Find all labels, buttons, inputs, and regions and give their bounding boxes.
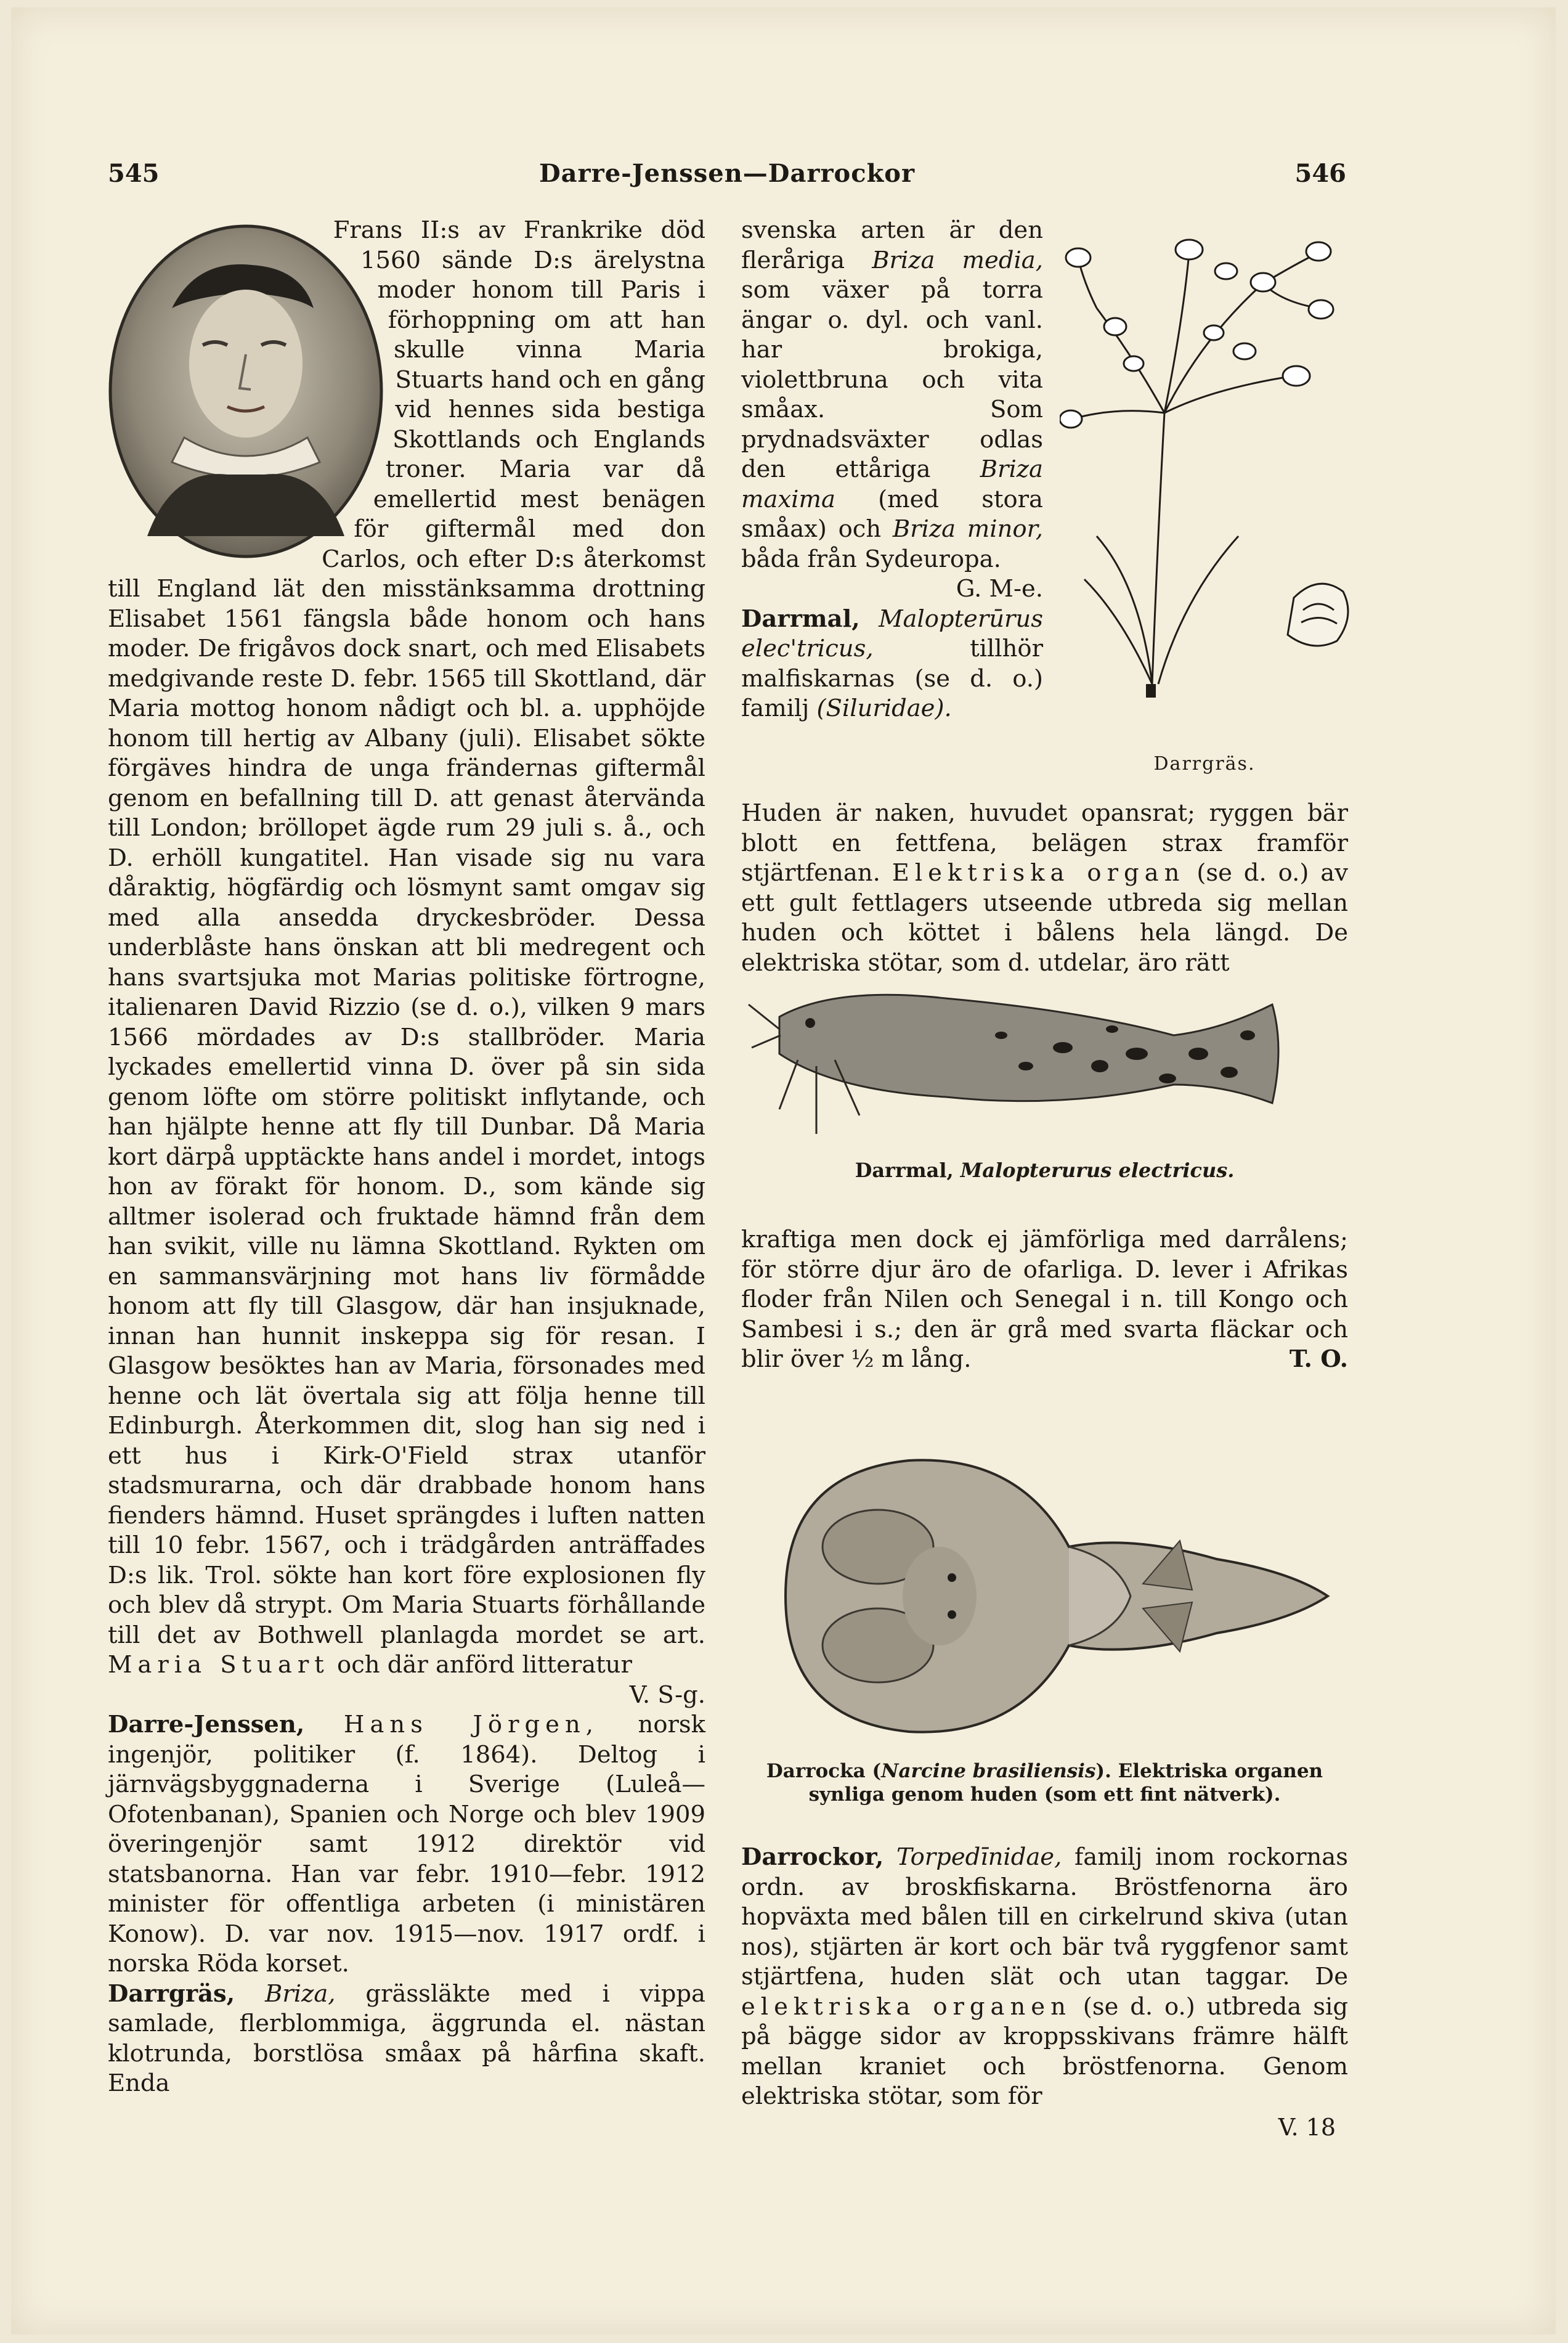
volume-footer: V. 18 bbox=[1278, 2114, 1336, 2141]
ray-illustration bbox=[749, 1436, 1340, 1756]
article-darrmal-cont: Huden är naken, huvudet opansrat; ryggen bär blott en fettfena, belägen strax framför stjärtfenan. Elektriska organ (se d. o.) av ett gult fettlagers utseende utbreda sig mellan huden och köttet i bålens hela längd. De elektriska stötar, som d. utdelar, äro rätt bbox=[741, 799, 1348, 977]
running-header bbox=[108, 159, 1346, 196]
article-darnley: Frans II:s av Frankrike död 1560 sände D:s ärelystna moder honom till Paris i förhoppning om att han skulle vinna Maria Stuarts hand och en gång vid hennes sida bestiga Skottlands och Englands troner. Maria var då emellertid mest benägen för giftermål med don Carlos, och efter D:s återkomst till England lät den misstänksamma drottning Elisabet 1561 fängsla både honom och hans moder. De frigåvos dock snart, och med Elisabets medgivande reste D. febr. 1565 till Skottland, där Maria mottog honom nådigt och bl. a. upphöjde honom till hertig av Albany (juli). Elisabet sökte förgäves hindra de unga frändernas giftermål genom en befallning till D. att genast återvända till London; bröllopet ägde rum 29 juli s. å., och D. erhöll kungatitel. Han visade sig nu vara dåraktig, högfärdig och lösmynt samt omgav sig med alla ansedda dryckesbröder. Dessa underblåste hans önskan att bli medregent och hans svartsjuka mot Marias politiske förtrogne, italienaren David Rizzio (se d. o.), vilken 9 mars 1566 mördades av D:s stallbröder. Maria lyckades emellertid vinna D. över på sin sida genom löfte om större politiskt inflytande, och han hjälpte henne att fly till Dunbar. Då Maria kort därpå upptäckte hans andel i mordet, intogs hon av förakt för honom. D., som kände sig alltmer isolerad och fruktade hämnd från dem han svikit, ville nu lämna Skottland. Rykten om en sammansvärjning mot hans liv förmådde honom att fly till Glasgow, där han insjuknade, innan han hunnit inskeppa sig för resan. I Glasgow besöktes han av Maria, försonades med henne och lät övertala sig att följa henne till Edinburgh. Återkommen dit, slog han sig ned i ett hus i Kirk-O'Field strax utanför stadsmurarna, och där drabbade honom hans fienders hämnd. Huset sprängdes i luften natten till 10 febr. 1567, och i trädgården anträffades D:s lik. Trol. sökte han kort före explosionen fly och blev då strypt. Om Maria Stuarts förhållande till det av Bothwell planlagda mordet se art. Maria Stuart och där anförd litteratur V. S-g. bbox=[108, 216, 705, 1681]
portrait-image bbox=[104, 216, 388, 561]
right-column-bottom bbox=[741, 1843, 1348, 2112]
author-signature: V. S-g. bbox=[629, 1681, 705, 1709]
right-column-low bbox=[741, 1225, 1348, 1375]
author-signature: T. O. bbox=[1289, 1345, 1348, 1373]
grass-illustration bbox=[1060, 216, 1349, 789]
page-title: Darre-Jenssen—Darrockor bbox=[538, 159, 916, 188]
article-darrmal-end: kraftiga men dock ej jämförliga med darrålens; för större djur äro de ofarliga. D. lever i Afrikas floder från Nilen och Senegal i n. till Kongo och Sambesi i s.; den är grå med svarta fläckar och blir över ½ m lång. T. O. bbox=[741, 1225, 1348, 1375]
figure-caption-grass: Darrgräs. bbox=[1153, 753, 1256, 775]
figure-caption-catfish: Darrmal, Malopterurus electricus. bbox=[855, 1159, 1235, 1182]
article-darrmal: Darrmal, Malopterūrus elec'tricus, tillhör malfiskarnas (se d. o.) familj (Siluridae). bbox=[741, 605, 1043, 722]
catfish-illustration bbox=[742, 961, 1349, 1159]
left-column bbox=[108, 216, 705, 2099]
article-darre-jenssen: Darre-Jenssen, Hans Jörgen, norsk ingenjör, politiker (f. 1864). Deltog i järnvägsbyggnaderna i Sverige (Luleå—Ofotenbanan), Spanien och Norge och blev 1909 överingenjör samt 1912 direktör vid statsbanorna. Han var febr. 1910—febr. 1912 minister för offentliga arbeten (i ministären Konow). D. var nov. 1915—nov. 1917 ordf. i norska Röda korset. bbox=[108, 1711, 705, 1978]
headword: Darrgräs, bbox=[108, 1979, 235, 2008]
figure-caption-ray: Darrocka (Narcine brasiliensis). Elektriska organen synliga genom huden (som ett fint nätverk). bbox=[766, 1760, 1323, 1806]
headword: Darre-Jenssen, bbox=[108, 1711, 305, 1738]
page-number-left: 545 bbox=[108, 159, 160, 188]
article-darrgras: Darrgräs, Briza, grässläkte med i vippa samlade, flerblommiga, äggrunda el. nästan klotrunda, borstlösa småax på hårfina skaft. Enda bbox=[108, 1979, 705, 2097]
headword: Darrockor, bbox=[741, 1843, 884, 1871]
right-column-top bbox=[741, 216, 1043, 724]
article-darrgras-cont: svenska arten är den fleråriga Briza media, som växer på torra ängar o. dyl. och vanl. har brokiga, violettbruna och vita småax. Som prydnadsväxter odlas den ettåriga Briza maxima (med stora småax) och Briza minor, båda från Sydeuropa. G. M-e. bbox=[741, 216, 1043, 574]
page-number-right: 546 bbox=[1294, 159, 1346, 188]
headword: Darrmal, bbox=[741, 605, 860, 633]
right-column-mid bbox=[741, 799, 1348, 978]
cross-reference: Maria Stuart bbox=[108, 1651, 330, 1679]
author-signature: G. M-e. bbox=[956, 575, 1043, 603]
article-darrockor: Darrockor, Torpedīnidae, familj inom rockornas ordn. av broskfiskarna. Bröstfenorna äro hopväxta med bålen till en cirkelrund skiva (utan nos), stjärten är kort och bär två ryggfenor samt stjärtfena, huden slät och utan taggar. De elektriska organen (se d. o.) utbreda sig på bägge sidor av kroppsskivans främre hälft mellan kraniet och bröstfenorna. Genom elektriska stötar, som för bbox=[741, 1843, 1348, 2110]
